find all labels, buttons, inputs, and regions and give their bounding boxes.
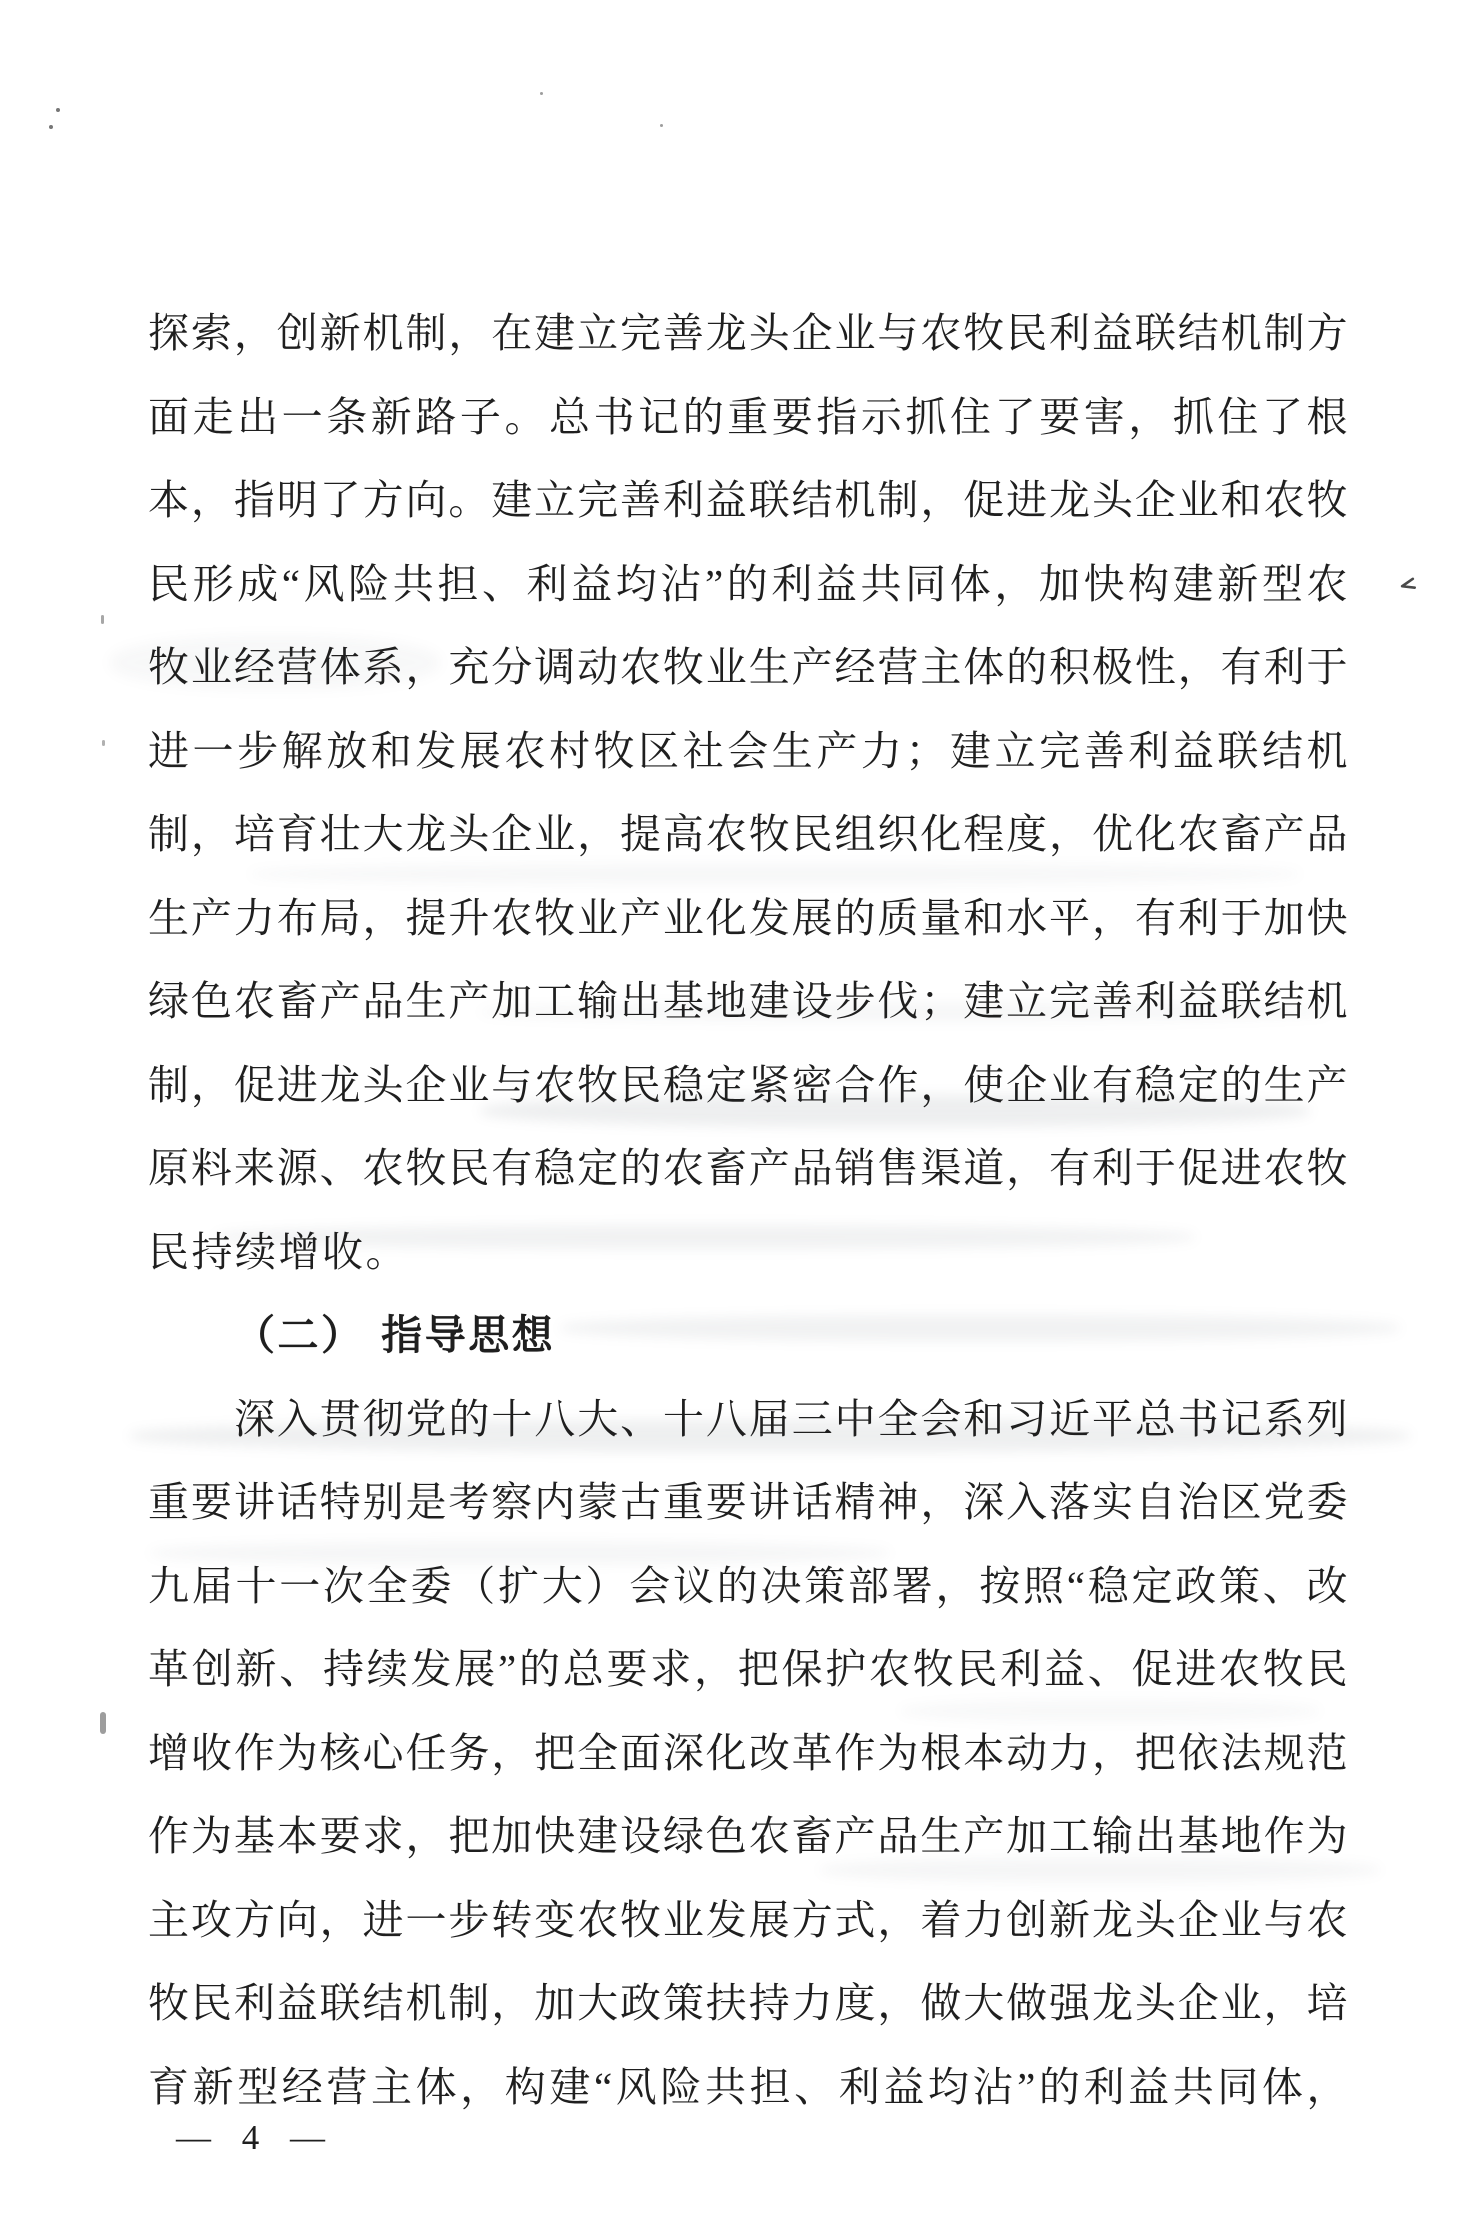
paragraph-line: 革创新、持续发展”的总要求，把保护农牧民利益、促进农牧民 [148, 1646, 1348, 1692]
scan-speck [56, 108, 60, 112]
paragraph-line: 制，促进龙头企业与农牧民稳定紧密合作，使企业有稳定的生产 [148, 1061, 1348, 1108]
paragraph-line: 育新型经营主体，构建“风险共担、利益均沾”的利益共同体， [148, 2063, 1348, 2110]
paragraph-first-line: 深入贯彻党的十八大、十八届三中全会和习近平总书记系列 [234, 1395, 1348, 1442]
paragraph-line: 作为基本要求，把加快建设绿色农畜产品生产加工输出基地作为 [148, 1813, 1348, 1859]
paragraph-end-line: 民持续增收。 [148, 1228, 409, 1275]
scan-speck [660, 124, 663, 127]
scan-speck [101, 615, 104, 624]
scan-speck [100, 1712, 106, 1734]
paragraph-line: 牧业经营体系，充分调动农牧业生产经营主体的积极性，有利于 [148, 644, 1348, 690]
pen-tick-mark-icon [1399, 576, 1418, 593]
body-text [148, 292, 1348, 2129]
paragraph-line: 制，培育壮大龙头企业，提高农牧民组织化程度，优化农畜产品 [148, 811, 1348, 857]
paragraph-line: 本，指明了方向。建立完善利益联结机制，促进龙头企业和农牧 [148, 477, 1348, 523]
scan-speck [540, 92, 543, 95]
page-number: — 4 — [176, 2118, 326, 2157]
paragraph-line: 民形成“风险共担、利益均沾”的利益共同体，加快构建新型农 [148, 560, 1348, 607]
paragraph-line: 主攻方向，进一步转变农牧业发展方式，着力创新龙头企业与农 [148, 1896, 1348, 1943]
paragraph-line: 进一步解放和发展农村牧区社会生产力；建立完善利益联结机 [148, 727, 1348, 774]
scan-speck [102, 740, 105, 746]
paragraph-line: 增收作为核心任务，把全面深化改革作为根本动力，把依法规范 [148, 1729, 1348, 1776]
paragraph-line: 重要讲话特别是考察内蒙古重要讲话精神，深入落实自治区党委 [148, 1479, 1348, 1525]
section-heading: （二） 指导思想 [234, 1311, 556, 1359]
paragraph-line: 牧民利益联结机制，加大政策扶持力度，做大做强龙头企业，培 [148, 1980, 1348, 2026]
paragraph-line: 绿色农畜产品生产加工输出基地建设步伐；建立完善利益联结机 [148, 978, 1348, 1024]
paragraph-line: 生产力布局，提升农牧业产业化发展的质量和水平，有利于加快 [148, 894, 1348, 941]
scan-speck [49, 125, 53, 129]
paragraph-line: 面走出一条新路子。总书记的重要指示抓住了要害，抓住了根 [148, 393, 1348, 440]
paragraph-line: 探索，创新机制，在建立完善龙头企业与农牧民利益联结机制方 [148, 310, 1348, 356]
paragraph-line: 原料来源、农牧民有稳定的农畜产品销售渠道，有利于促进农牧 [148, 1145, 1348, 1191]
paragraph-line: 九届十一次全委（扩大）会议的决策部署，按照“稳定政策、改 [148, 1562, 1348, 1609]
